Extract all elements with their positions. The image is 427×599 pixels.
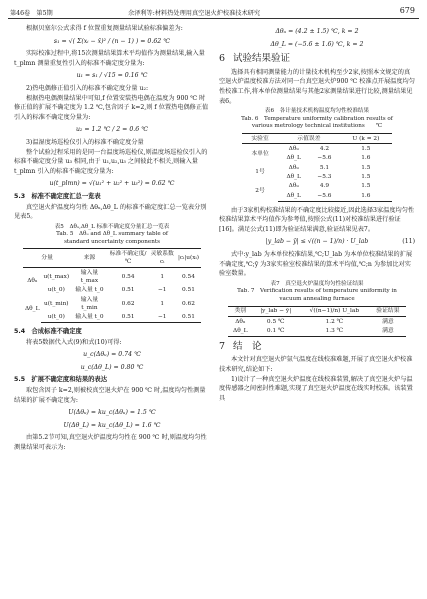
table-cell: u(t_min)	[44, 300, 69, 307]
paragraph: 由第5.2节可知,真空退火炉温度均匀性在 900 ℃ 时,则温度均匀性测量结果可表示为:	[14, 434, 207, 451]
table-cell: Δθᵤ	[288, 164, 299, 171]
table-row	[23, 268, 201, 286]
paragraph: 式中:y_lab 为本单位校准结果,℃;U_lab 为本单位校准结果的扩展不确定度,℃;ȳ 为3家实验室校准结果的算术平均值,℃;n 为参加比对实验室数量。	[219, 251, 413, 278]
table6-header: 实验室	[242, 133, 278, 143]
table-cell: 1	[160, 300, 165, 307]
running-title: 余泽利等:材料热处理用真空退火炉校准技术研究	[128, 10, 261, 17]
paragraph: 选择具有相同测量能力的计量技术机构至少2家,按照本文规定的真空退火炉温度校准方法对同一台真空退火炉900 ℃ 校准点开展温度均匀性校准工作,将本单位测量结果与其他2家测量结果进行比较,测量结果见表6。	[219, 68, 415, 105]
paragraph: 取包含因子 k=2,则被校真空退火炉在 900 ℃ 时,温度均匀性测量结果的扩展不确定度为:	[14, 387, 206, 404]
table-cell: Δθᵤ	[288, 145, 299, 152]
equation-11	[219, 237, 415, 247]
table7-header: |y_lab − ȳ|	[253, 306, 299, 316]
table5-header: 灵敏系数cᵢ	[148, 249, 176, 268]
table-cell: 0.62	[121, 300, 135, 307]
table5-header: 分量	[23, 249, 71, 268]
section-heading-5-5: 5.5 扩展不确定度和结果的表达	[14, 376, 108, 384]
table-cell: Δθ_L	[286, 174, 301, 181]
section-heading-6	[219, 54, 415, 64]
table-cell: −5.3	[317, 174, 332, 181]
equation-U2: U(Δθ_L) = ku_c(Δθ_L) = 1.6 ℃	[63, 421, 161, 429]
table-cell: Δθ_L	[286, 155, 301, 162]
volume-issue: 第46卷 第5期	[10, 10, 53, 17]
equation-11-number: (11)	[402, 238, 415, 246]
table-row	[228, 317, 406, 327]
table7-header: 类别	[228, 306, 253, 316]
table7-caption-en-2: vacuum annealing furnace	[279, 296, 355, 303]
table5-caption-cn: 表5 Δθᵤ,Δθ_L 标准不确定度分量汇总一览表	[54, 223, 170, 230]
table-cell: 4.9	[319, 183, 330, 190]
equation-result-lower: Δθ_L = (−5.6 ± 1.6) ℃, k = 2	[270, 40, 364, 48]
table-cell: Δθᵤ	[235, 318, 246, 325]
left-column	[14, 24, 210, 453]
table-row	[23, 313, 201, 323]
paragraph: 将表5数据代入式(9)和式(10)可得:	[26, 338, 122, 346]
section-title: 试验结果验证	[233, 53, 291, 65]
paragraph: 整个试验过程采用的是同一台温度场巡检仪,则温度场巡检仪引入的标准不确定度分量 u₃ 相同,由于 u₁,u₂,u₃ 之间彼此不相关,则输入量 t_plmn 引入的标准不确定度分量为:	[14, 148, 208, 175]
table-cell: 0.51	[176, 313, 201, 323]
paragraph: 2)热电偶修正值引入的标准不确定度分量 u₂:	[26, 84, 149, 92]
table-cell: 0.51	[108, 313, 149, 323]
table7-caption-cn: 表7 真空退火炉温度均匀性验证结果	[270, 280, 364, 287]
table-cell: 1.5	[361, 183, 371, 190]
table-row	[242, 144, 392, 154]
table-cell: 0.1 ℃	[253, 326, 299, 336]
table-cell: Δθ_L	[228, 326, 253, 336]
table5-header: |cᵢ|u(xᵢ)	[176, 249, 201, 268]
section-heading-5-3: 5.3 标准不确定度汇总一览表	[14, 192, 101, 200]
table5-caption-en-1: Tab. 5 Δθᵤ and Δθ_L summary table of	[56, 231, 168, 238]
paragraph: 真空退火炉温度均匀性 Δθᵤ,Δθ_L 的标准不确定度汇总一览表分别见表5。	[14, 203, 207, 221]
table5-group: Δθᵤ	[27, 278, 38, 285]
table-cell: 满意	[382, 318, 394, 325]
table-cell: 1.5	[361, 164, 371, 171]
equation-result-upper: Δθᵤ = (4.2 ± 1.5) ℃, k = 2	[275, 28, 359, 35]
table7	[228, 306, 406, 337]
table6-caption-cn: 表6 各计量技术机构温度均匀性校准结果	[264, 108, 370, 115]
table5	[23, 248, 201, 323]
table6	[242, 133, 392, 202]
table-cell: 0.5 ℃	[266, 318, 285, 325]
equation-s1: s₁ = √( Σ(xᵢ − x̄)² / (n − 1) ) = 0.62 ℃	[53, 37, 171, 45]
section-number: 7	[219, 340, 226, 352]
table-row	[242, 163, 392, 172]
table-cell: 0.54	[121, 273, 135, 280]
section-title: 结 论	[233, 340, 262, 352]
paragraph: 由于3家机构校准结果的不确定度比较接近,因此选择3家温度均匀性校准结果算术平均值作为参考值,按照公式(11)对校准结果进行验证[16]。满足公式(11)即为验证结果满意,验证结果见表7。	[219, 206, 415, 233]
table-cell: u(t_0)	[41, 313, 71, 323]
table-cell: u(t_0)	[47, 287, 65, 294]
equation-uc2: u_c(Δθ_L) = 0.80 ℃	[80, 363, 144, 371]
table-cell: 输入量 t_min	[80, 296, 99, 311]
table5-caption-en-2: standard uncertainty components	[64, 238, 160, 245]
table-row	[228, 326, 406, 336]
table-cell: 0.54	[182, 273, 195, 280]
table-cell: 2号	[255, 188, 265, 195]
table-cell: 输入量 t_0	[75, 287, 104, 294]
table-row	[23, 286, 201, 295]
right-column	[219, 24, 415, 403]
table-cell: 0.51	[182, 287, 195, 294]
paragraph: 3)温湿度场巡检仪引入的标准不确定度分量	[26, 138, 144, 146]
table-cell: 输入量 t_0	[71, 313, 108, 323]
equation-u2: u₂ = 1.2 ℃ / 2 = 0.6 ℃	[75, 126, 149, 134]
paragraph: 1)设计了一种真空退火炉温度在线校准装置,解决了真空退火炉与温度传感器之间密封性难题,实现了真空退火炉温度在线实时校准。该装置具	[219, 375, 413, 402]
paragraph: 本文针对真空退火炉氩气温度在线校准难题,开展了真空退火炉校准技术研究,结论如下:	[219, 356, 413, 373]
paragraph: 根据热电偶测量结果中可知,f 位置安装热电偶在温度为 900 ℃ 时修正值的扩展不确定度为 1.2 ℃,包含因子 k=2,则 f 位置热电偶修正值引入的标准不确定度分量为:	[14, 94, 209, 121]
table-cell: 1.2 ℃	[325, 318, 344, 325]
table5-header: 标准不确定度/℃	[108, 249, 149, 268]
table7-caption	[219, 281, 415, 304]
table6-caption-en-2: various metrology technical institutions ℃	[251, 123, 383, 130]
table-cell: 本单位	[251, 150, 269, 157]
table6-caption-en-1: Tab. 6 Temperature uniformity calibration results of	[241, 115, 393, 122]
equation-u1: u₁ = s₁ / √15 = 0.16 ℃	[76, 72, 148, 80]
table5-group: Δθ_L	[25, 305, 40, 312]
table5-header: 来源	[71, 249, 108, 268]
table-cell: 4.2	[319, 145, 330, 152]
page-number: 679	[399, 6, 415, 15]
table-cell: −5.6	[317, 155, 332, 162]
table-row	[242, 182, 392, 191]
equation-uc1: u_c(Δθᵤ) = 0.74 ℃	[83, 351, 141, 359]
table-cell: −1	[148, 313, 176, 323]
table-cell: 1.6	[361, 155, 371, 162]
table-cell: 1.3 ℃	[299, 326, 370, 336]
table-cell: Δθᵤ	[288, 183, 299, 190]
section-heading-7	[219, 342, 415, 352]
paragraph: 实际校准过程中,将15次测量结果算术平均值作为测量结果,输入量 t_plmn 测量重复性引入的标准不确定度分量为:	[14, 50, 205, 67]
table5-caption	[14, 224, 210, 247]
table7-caption-en-1: Tab. 7 Verification results of temperature uniformity in	[237, 288, 397, 295]
table-cell: 1.5	[361, 174, 371, 181]
table-cell: Δθ_L	[278, 191, 309, 201]
table-cell: −1	[157, 287, 167, 294]
table-cell: 1.5	[361, 145, 371, 152]
table7-header: 验证结果	[370, 306, 406, 316]
paragraph: 根据贝塞尔公式求得 f 位置重复测量结果试验标准偏差为:	[26, 25, 183, 32]
table7-header: √((n−1)/n) U_lab	[299, 306, 370, 316]
table-cell: 1	[160, 273, 165, 280]
table-cell: 5.1	[319, 164, 330, 171]
table-cell: 0.51	[121, 287, 135, 294]
table6-header: U (k = 2)	[340, 133, 392, 143]
table6-header: 示值误差	[278, 133, 340, 143]
section-number: 6	[219, 53, 226, 65]
table-cell: 1号	[255, 169, 265, 176]
table-cell: 1.6	[340, 191, 392, 201]
table-cell: 0.62	[182, 300, 195, 307]
table-cell: −5.6	[309, 191, 339, 201]
page-header	[8, 6, 419, 19]
table-cell: 满意	[370, 326, 406, 336]
table-row	[23, 295, 201, 313]
table6-caption	[219, 108, 415, 131]
section-heading-5-4: 5.4 合成标准不确定度	[14, 328, 82, 336]
equation-U1: U(Δθᵤ) = ku_c(Δθᵤ) = 1.5 ℃	[68, 409, 156, 417]
equation-u-combined: u(t_plmn) = √(u₁² + u₂² + u₃²) = 0.62 ℃	[49, 180, 175, 188]
table-cell: u(t_max)	[43, 273, 70, 280]
table-cell: 输入量 t_max	[80, 269, 99, 284]
equation-11-body: |y_lab − ȳ| ≤ √((n − 1)/n) · U_lab	[265, 238, 369, 246]
